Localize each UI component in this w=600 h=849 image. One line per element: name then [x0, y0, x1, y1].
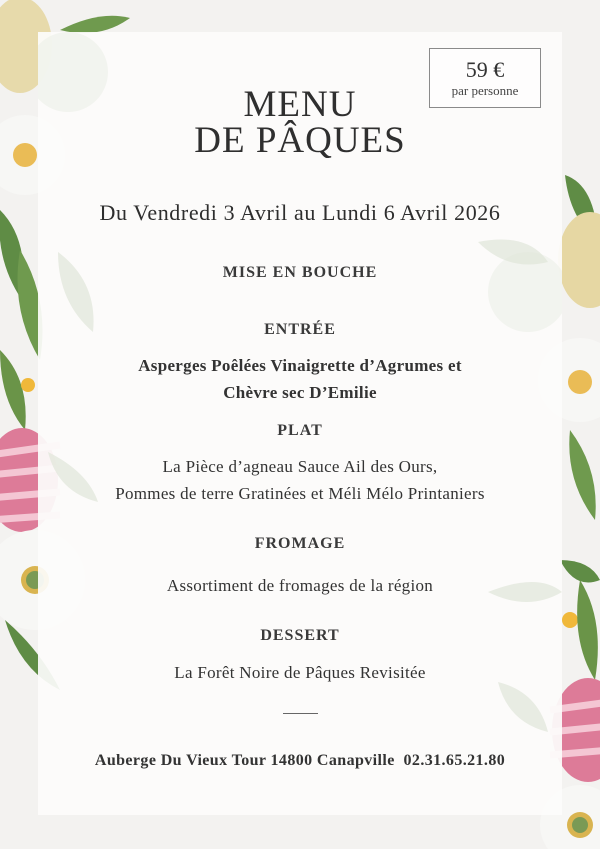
section-title-plat: PLAT [277, 422, 323, 439]
section-title-dessert: DESSERT [260, 627, 340, 644]
date-range: Du Vendredi 3 Avril au Lundi 6 Avril 2026 [99, 200, 501, 225]
restaurant-contact: Auberge Du Vieux Tour 14800 Canapville 02.31.65.21.80 [94, 752, 506, 769]
dish-plat-line2: Pommes de terre Gratinées et Méli Mélo Printaniers [115, 484, 485, 503]
price-amount: 59 € [465, 57, 505, 82]
yellow-egg-icon [558, 212, 600, 308]
section-title-mise-en-bouche: MISE EN BOUCHE [222, 264, 378, 281]
dish-entree-line1: Asperges Poêlées Vinaigrette d’Agrumes et [138, 356, 462, 375]
dish-dessert: La Forêt Noire de Pâques Revisitée [174, 663, 426, 682]
section-title-entree: ENTRÉE [264, 321, 336, 338]
menu-title-line1: MENU [243, 84, 357, 125]
dish-fromage: Assortiment de fromages de la région [166, 576, 434, 595]
price-unit: par personne [451, 83, 519, 98]
dish-entree-line2: Chèvre sec D’Emilie [223, 383, 377, 402]
divider [283, 713, 318, 714]
dish-plat-line1: La Pièce d’agneau Sauce Ail des Ours, [162, 457, 438, 476]
section-title-fromage: FROMAGE [254, 535, 346, 552]
leaf-icon [60, 16, 130, 33]
menu-title-line2: DE PÂQUES [194, 120, 406, 161]
